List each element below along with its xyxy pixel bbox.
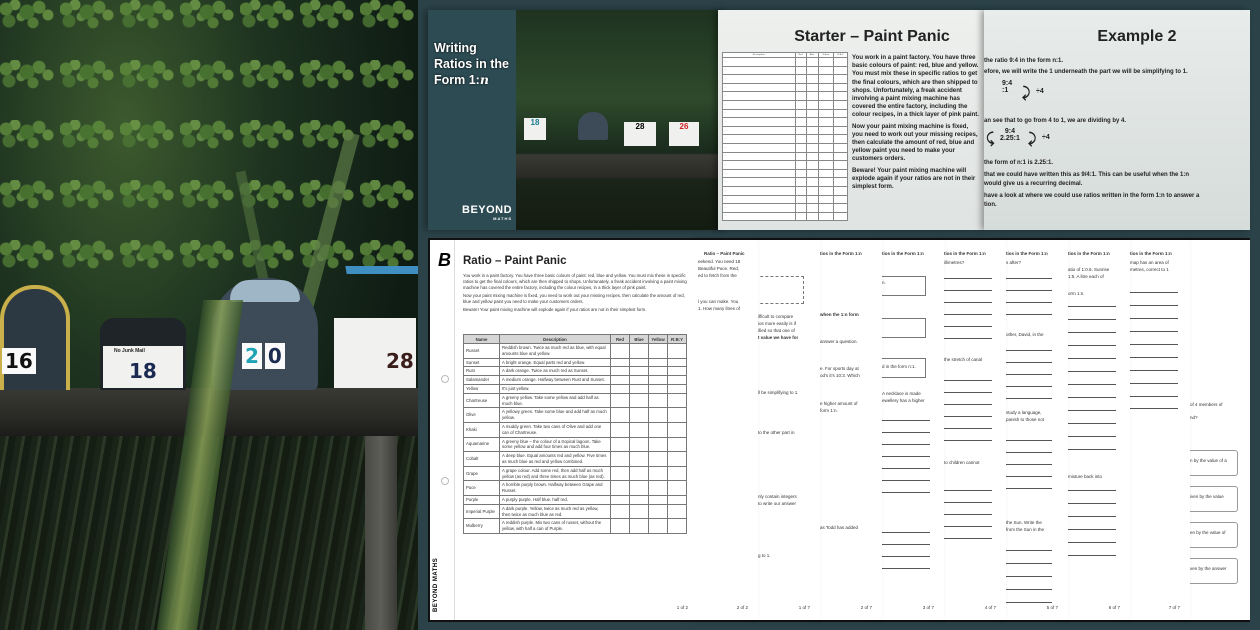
worksheet-page-1[interactable] [756, 240, 820, 620]
page-snippet: ed to fetch from the [698, 273, 737, 278]
digit-0: 0 [265, 343, 285, 369]
no-junk-mail-tag: No Junk Mail [114, 348, 145, 354]
page-snippet: nd? [1190, 415, 1198, 420]
cell-yellow[interactable] [649, 452, 668, 467]
paragraph: Now your paint mixing machine is fixed, you need to work out your missing recipes, then calculate the amount of red, blue and yellow paint you need to make your customers orders. [463, 292, 685, 304]
cell-desc: A greeny blue – the colour of a tropical lagoon. Take some yellow and add four times as much blue. [500, 437, 611, 452]
page-snippet: nly contain integers [758, 494, 797, 499]
cell-yellow[interactable] [649, 376, 668, 385]
cell-desc: A grape colour. Add some red, then add half as much yellow (as red) and three times as much blue (as red). [500, 466, 611, 481]
page-snippet: e. For sports day at [820, 366, 859, 371]
cell-desc: Reddish brown. Twice as much red as blue, with equal amounts blue and yellow. [500, 344, 611, 359]
page-snippet: n. [882, 280, 886, 285]
table-row [464, 367, 687, 376]
page-snippet: od's it's 10:3. Which [820, 373, 860, 378]
cell-blue[interactable] [630, 452, 649, 467]
worksheet-intro [463, 273, 687, 314]
table-row [464, 344, 687, 359]
cell-ratio[interactable] [668, 367, 687, 376]
cell-yellow[interactable] [649, 495, 668, 504]
cell-yellow[interactable] [649, 437, 668, 452]
worksheet-page[interactable] [1188, 240, 1250, 620]
calc-2 [1000, 128, 1020, 142]
page-snippet: ified so that one of [758, 328, 795, 333]
paragraph: Now your paint mixing machine is fixed, you need to work out your missing recipes, then calculate the amount of red, blue and yellow paint you need to make your customers orders. [852, 122, 978, 163]
td: — [723, 83, 796, 92]
calc-top: 9:4 [1004, 128, 1015, 135]
page-snippet: n by the value of a [1190, 458, 1227, 463]
cell-yellow[interactable] [649, 422, 668, 437]
paragraph: Beware! Your paint mixing machine will explode again if your ratios are not in their simplest form. [852, 166, 976, 191]
binder-hole-icon [441, 375, 449, 383]
cell-red[interactable] [611, 466, 630, 481]
page-snippet: when the 1:n form [820, 312, 859, 317]
td: — [723, 126, 796, 135]
table-row [464, 358, 687, 367]
title-line: Ratios in the [434, 57, 510, 71]
cell-name: Sunset [464, 358, 500, 367]
table-row [464, 466, 687, 481]
slide-cover[interactable] [428, 10, 728, 230]
cell-red[interactable] [611, 504, 630, 519]
cell-red[interactable] [611, 437, 630, 452]
cell-blue[interactable] [630, 408, 649, 423]
cell-name: Khaki [464, 422, 500, 437]
td: — [723, 135, 796, 144]
side-brand: BEYOND MATHS [433, 557, 439, 612]
arrow-left-icon: ⤹ [986, 130, 995, 146]
cell-blue[interactable] [630, 466, 649, 481]
td: — [723, 152, 796, 161]
answer-box [876, 276, 926, 296]
table-row [464, 504, 687, 519]
calc-bottom: 2.25:1 [1000, 135, 1020, 142]
page-header: tios in the Form 1:n [882, 251, 924, 256]
cell-desc: A greeny yellow. Take some yellow and add half as much blue. [500, 393, 611, 408]
page-header: tios in the Form 1:n [944, 251, 986, 256]
mini-mailbox [669, 122, 699, 146]
td: — [723, 118, 796, 127]
cell-name: Cobalt [464, 452, 500, 467]
cell-name: Yellow [464, 384, 500, 393]
page-snippet: ifficult to compare [758, 314, 794, 319]
brand-sub: MATHS [493, 216, 513, 221]
mini-number: 18 [530, 118, 540, 127]
cell-yellow[interactable] [649, 367, 668, 376]
cell-desc: A horrible purply brown. Halfway between Grape and Russet. [500, 481, 611, 496]
paragraph: You work in a paint factory. You have three basic colours of paint: red, blue and yellow. You must mix these in specific ratios to get the final colours, which are then shipped to shops. Unfortunately, a freak accident involving a paint mixing machine has covered the entire factory, including the colour recipes, in a thick layer of pink paint. [463, 273, 687, 290]
page-snippet: to children cannot [944, 460, 980, 465]
cell-blue[interactable] [630, 344, 649, 359]
th: Yellow [818, 53, 833, 58]
cell-ratio[interactable] [668, 481, 687, 496]
page-snippet: atio of 1:0.6. Sunrise [1068, 267, 1110, 272]
mailbox-number-28 [383, 348, 417, 374]
cell-blue[interactable] [630, 437, 649, 452]
cell-red[interactable] [611, 519, 630, 534]
worksheet-page-1-of-2[interactable] [430, 240, 698, 620]
page-number: 7 of 7 [1168, 605, 1180, 610]
cell-desc: A yellowy green. Take some blue and add half as much yellow. [500, 408, 611, 423]
arrow-right-icon: ⤸ [1028, 130, 1037, 146]
cell-name: Olive [464, 408, 500, 423]
page-snippet: metres, correct to 1 [1130, 267, 1169, 272]
page-snippet: en by the value of [1190, 530, 1226, 535]
mailbox-number-18 [126, 358, 160, 384]
cell-red[interactable] [611, 384, 630, 393]
example-line: the form of n:1 is 2.25:1. [984, 160, 1054, 166]
cell-desc: A purply purple. Half blue, half red. [500, 495, 611, 504]
cell-blue[interactable] [630, 495, 649, 504]
cell-desc: A muddy green. Take two cans of Olive and add one can of Chartreuse. [500, 422, 611, 437]
slides-preview [428, 10, 1250, 230]
td: — [723, 75, 796, 84]
margin-line [454, 240, 455, 620]
td: — [723, 195, 796, 204]
cell-red[interactable] [611, 344, 630, 359]
number-label: 28 [386, 349, 414, 373]
table-row [464, 384, 687, 393]
page-header: tios in the Form 1:n [1068, 251, 1110, 256]
title-line: Form 1: [434, 73, 480, 87]
cell-blue[interactable] [630, 481, 649, 496]
cover-photo [516, 10, 728, 230]
page-snippet: of 4 members of [1190, 402, 1223, 407]
page-snippet: A necklace is made [882, 391, 921, 396]
page-number: 2 of 2 [736, 605, 748, 610]
beyond-maths-logo [462, 204, 512, 221]
table-row [464, 408, 687, 423]
digit-2: 2 [242, 343, 262, 369]
brand-text: BEYOND [462, 204, 513, 216]
cell-ratio[interactable] [668, 393, 687, 408]
cell-yellow[interactable] [649, 504, 668, 519]
page-snippet: map has an area of [1130, 260, 1169, 265]
worksheet-page-2-of-2[interactable] [696, 240, 758, 620]
td: — [723, 161, 796, 170]
cell-red[interactable] [611, 422, 630, 437]
table-row [464, 437, 687, 452]
page-snippet: 1. How many litres of [698, 306, 741, 311]
page-header: Ratio – Paint Panic [704, 251, 745, 256]
page-snippet: e higher amount of [820, 401, 858, 406]
starter-title: Starter – Paint Panic [794, 28, 950, 45]
worksheet-page-4[interactable] [942, 240, 1006, 620]
cell-ratio[interactable] [668, 495, 687, 504]
th-yellow: Yellow [649, 335, 668, 344]
beyond-logo-icon: B [438, 250, 451, 270]
starter-text [852, 54, 980, 194]
worksheet-preview [428, 238, 1250, 622]
title-line: Writing [434, 41, 477, 55]
example-line: have a look at where we could use ratios written in the form 1:n to answer a [984, 193, 1200, 199]
cell-red[interactable] [611, 481, 630, 496]
td: — [723, 186, 796, 195]
page-snippet: illimetres? [944, 260, 965, 265]
paragraph: Beware! Your paint mixing machine will explode again if your ratios are not in their simplest form. [463, 306, 647, 312]
cell-red[interactable] [611, 358, 630, 367]
table-row [464, 481, 687, 496]
cell-ratio[interactable] [668, 437, 687, 452]
calc-1 [1002, 80, 1012, 94]
page-snippet: ios more easily is if [758, 321, 797, 326]
worksheet-page-2[interactable] [818, 240, 882, 620]
example-line: would give us a recurring decimal. [984, 181, 1083, 187]
cell-blue[interactable] [630, 504, 649, 519]
example-line: that we could have written this as 9/4:1. This can be useful when the 1:n [984, 172, 1190, 178]
cell-desc: A dark purple. Yellow, twice as much red as yellow, then twice as much blue as red. [500, 504, 611, 519]
th-red: Red [611, 335, 630, 344]
cell-ratio[interactable] [668, 384, 687, 393]
page-header: tios in the Form 1:n [1006, 251, 1048, 256]
mini-mailbox [578, 112, 608, 140]
td: — [723, 92, 796, 101]
page-snippet: other, David, in the [1006, 332, 1044, 337]
cell-desc: It's just yellow. [500, 384, 611, 393]
th: Description [723, 53, 796, 58]
page-snippet: eekend. You need 18 [698, 259, 741, 264]
answer-box [876, 318, 926, 338]
cell-blue[interactable] [630, 384, 649, 393]
cell-desc: A bright orange. Equal parts red and yellow. [500, 358, 611, 367]
starter-table [722, 52, 848, 221]
cell-yellow[interactable] [649, 358, 668, 367]
page-snippet: d in the form n:1. [882, 364, 916, 369]
page-header: tios in the Form 1:n [1130, 251, 1172, 256]
cell-yellow[interactable] [649, 384, 668, 393]
cell-yellow[interactable] [649, 344, 668, 359]
cell-red[interactable] [611, 408, 630, 423]
cell-blue[interactable] [630, 376, 649, 385]
cell-red[interactable] [611, 393, 630, 408]
table-row [464, 519, 687, 534]
cell-yellow[interactable] [649, 408, 668, 423]
page-snippet: g to 1. [758, 553, 771, 558]
cover-title [434, 40, 514, 88]
td: — [723, 143, 796, 152]
page-number: 1 of 2 [676, 605, 688, 610]
table-row [464, 393, 687, 408]
table-row [464, 422, 687, 437]
example-title: Example 2 [1097, 28, 1177, 45]
paragraph: You work in a paint factory. You have three basic colours of paint: red, blue and yellow. You must mix these in specific ratios to get the final colours, which are then shipped to shops. Unfortunately, a freak accident involving a paint mixing machine has covered the entire factory, including the colour recipes, in a thick layer of pink paint. [852, 54, 979, 119]
cell-yellow[interactable] [649, 466, 668, 481]
cell-name: Russet [464, 344, 500, 359]
cell-red[interactable] [611, 452, 630, 467]
binder-hole-icon [441, 477, 449, 485]
td: — [723, 100, 796, 109]
example-line: an see that to go from 4 to 1, we are dividing by 4. [984, 118, 1127, 124]
number-label: 18 [129, 359, 157, 383]
page-number: 5 of 7 [1046, 605, 1058, 610]
mini-mailbox [524, 118, 546, 140]
mailboxes-photo [0, 0, 418, 630]
th-ratio: R:B:Y [668, 335, 687, 344]
page-snippet: s after? [1006, 260, 1022, 265]
page-snippet: orm 1:n. [1068, 291, 1085, 296]
calc-op: ÷4 [1036, 88, 1044, 95]
cell-red[interactable] [611, 495, 630, 504]
cell-blue[interactable] [630, 367, 649, 376]
cell-ratio[interactable] [668, 519, 687, 534]
cell-ratio[interactable] [668, 408, 687, 423]
th-name: Name [464, 335, 500, 344]
cell-blue[interactable] [630, 358, 649, 367]
page-number: 6 of 7 [1108, 605, 1120, 610]
page-snippet: ll be simplifying to 1. [758, 390, 799, 395]
cell-ratio[interactable] [668, 422, 687, 437]
page-snippet: 1:5. A litre each of [1068, 274, 1104, 279]
page-number: 3 of 7 [922, 605, 934, 610]
cell-blue[interactable] [630, 422, 649, 437]
worksheet-page-7[interactable] [1128, 240, 1190, 620]
th-blue: Blue [630, 335, 649, 344]
title-variable: n [479, 72, 489, 87]
page-number: 1 of 7 [798, 605, 810, 610]
slide-example-2[interactable] [984, 10, 1250, 230]
calc-op: ÷4 [1042, 134, 1050, 141]
example-line: tion. [984, 202, 997, 208]
page-number: 4 of 7 [984, 605, 996, 610]
cell-name: Aquamarine [464, 437, 500, 452]
page-snippet: as Todd has added [820, 525, 858, 530]
paint-recipe-table [463, 334, 687, 534]
table-row [464, 452, 687, 467]
wooden-post [365, 436, 397, 630]
cell-desc: A reddish purple. Mix two cans of russet, without the yellow, with half a can of Purple. [500, 519, 611, 534]
worksheet-page-6[interactable] [1066, 240, 1130, 620]
page-snippet: ven by the answer [1190, 566, 1227, 571]
cell-ratio[interactable] [668, 452, 687, 467]
calc-top: 9:4 [1002, 80, 1013, 87]
worksheet-title: Ratio – Paint Panic [463, 255, 567, 267]
page-header: tios in the Form 1:n [820, 251, 862, 256]
cell-name: Mulberry [464, 519, 500, 534]
page-snippet: mixture back into [1068, 474, 1103, 479]
cell-ratio[interactable] [668, 358, 687, 367]
cell-name: Purple [464, 495, 500, 504]
mini-mailbox [624, 122, 656, 146]
definition-box [750, 276, 804, 304]
cell-ratio[interactable] [668, 504, 687, 519]
calc-bottom: :1 [1002, 87, 1009, 94]
example-line: the ratio 9:4 in the form n:1. [984, 58, 1064, 64]
example-line: efore, we will write the 1 underneath the part we will be simplifying to 1. [984, 69, 1188, 75]
page-snippet: the stretch of canal [944, 357, 983, 362]
td: — [723, 58, 796, 67]
cell-red[interactable] [611, 376, 630, 385]
cell-red[interactable] [611, 367, 630, 376]
td: — [723, 109, 796, 118]
mailbox-number-16 [2, 348, 36, 374]
table-row [464, 376, 687, 385]
td: — [723, 212, 796, 221]
cell-blue[interactable] [630, 519, 649, 534]
td: — [723, 66, 796, 75]
page-snippet: panish to those not [1006, 417, 1045, 422]
cell-ratio[interactable] [668, 344, 687, 359]
page-snippet: ewellery has a higher [882, 398, 925, 403]
cell-desc: A dark orange. Twice as much red as Sunset. [500, 367, 611, 376]
cell-ratio[interactable] [668, 376, 687, 385]
page-snippet: answer a question. [820, 339, 858, 344]
th-description: Description [500, 335, 611, 344]
cell-desc: A medium orange. Halfway between Rust and Sunset. [500, 376, 611, 385]
cell-desc: A deep blue. Equal amounts red and yellow. Five times as much blue as red and yellow combined. [500, 452, 611, 467]
th: Red [795, 53, 806, 58]
page-snippet: to write our answer [758, 501, 797, 506]
number-label: 16 [2, 348, 36, 374]
td: — [723, 169, 796, 178]
th: Blue [806, 53, 818, 58]
slide-starter[interactable] [718, 10, 986, 230]
page-snippet: to the other part in [758, 430, 795, 435]
mailbox-16 [0, 285, 70, 390]
worksheet-page-5[interactable] [1004, 240, 1068, 620]
page-snippet: iven by the value [1190, 494, 1224, 499]
mailbox-lid [230, 280, 300, 302]
td: — [723, 204, 796, 213]
td: — [723, 178, 796, 187]
cell-ratio[interactable] [668, 466, 687, 481]
page-snippet: from the Sun in the [1006, 527, 1045, 532]
arrow-icon: ⤸ [1022, 84, 1031, 100]
cell-yellow[interactable] [649, 481, 668, 496]
cell-name: Chartreuse [464, 393, 500, 408]
table-row [464, 495, 687, 504]
page-snippet: l you can make. You [698, 299, 739, 304]
cell-yellow[interactable] [649, 519, 668, 534]
mailbox-number-20 [242, 343, 285, 369]
cell-name: Imperial Purple [464, 504, 500, 519]
page-snippet: t value we have for [758, 335, 799, 340]
cell-yellow[interactable] [649, 393, 668, 408]
mini-number: 28 [635, 122, 645, 131]
page-snippet: study a language, [1006, 410, 1042, 415]
cell-blue[interactable] [630, 393, 649, 408]
mini-number: 26 [679, 122, 689, 131]
page-snippet: Beautiful Puce. Red, [698, 266, 740, 271]
th: R:B:Y [833, 53, 847, 58]
worksheet-page-3[interactable] [880, 240, 944, 620]
page-snippet: form 1:n. [820, 408, 838, 413]
cell-name: Rust [464, 367, 500, 376]
cell-name: Grape [464, 466, 500, 481]
cell-name: Puce [464, 481, 500, 496]
page-number: 2 of 7 [860, 605, 872, 610]
cell-name: Salamander [464, 376, 500, 385]
page-snippet: the Sun. Write the [1006, 520, 1042, 525]
